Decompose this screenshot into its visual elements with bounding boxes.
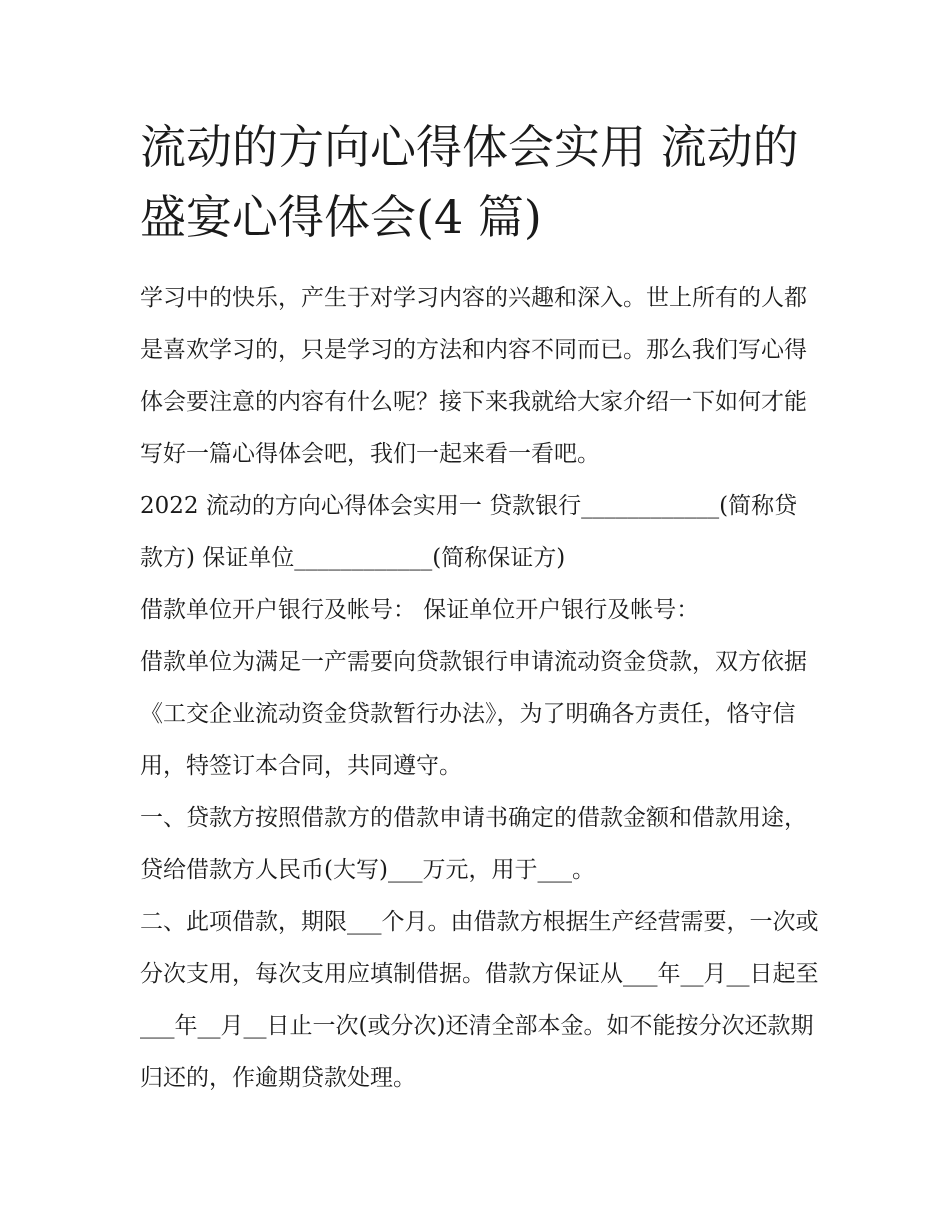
document-title: 流动的方向心得体会实用 流动的盛宴心得体会(4 篇): [140, 120, 799, 244]
document-body: [140, 272, 820, 1104]
parties-paragraph: 2022 流动的方向心得体会实用一 贷款银行____________(简称贷款方) 保证单位____________(简称保证方): [140, 493, 798, 571]
bank-accounts-paragraph: 借款单位开户银行及帐号： 保证单位开户银行及帐号：: [140, 597, 700, 623]
clause-1-paragraph: 一、贷款方按照借款方的借款申请书确定的借款金额和借款用途，贷给借款方人民币(大写)___万元，用于___。: [140, 805, 807, 883]
clause-2-paragraph: 二、此项借款，期限___个月。由借款方根据生产经营需要，一次或分次支用，每次支用应填制借据。借款方保证从___年__月__日起至___年__月__日止一次(或分次)还清全部本金。如不能按分次还款期归还的，作逾期贷款处理。: [140, 909, 819, 1091]
document-page: [140, 112, 820, 1104]
intro-paragraph: 学习中的快乐，产生于对学习内容的兴趣和深入。世上所有的人都是喜欢学习的，只是学习的方法和内容不同而已。那么我们写心得体会要注意的内容有什么呢？接下来我就给大家介绍一下如何才能写好一篇心得体会吧，我们一起来看一看吧。: [140, 285, 807, 467]
purpose-paragraph: 借款单位为满足一产需要向贷款银行申请流动资金贷款，双方依据《工交企业流动资金贷款暂行办法》，为了明确各方责任，恪守信用，特签订本合同，共同遵守。: [140, 649, 807, 779]
